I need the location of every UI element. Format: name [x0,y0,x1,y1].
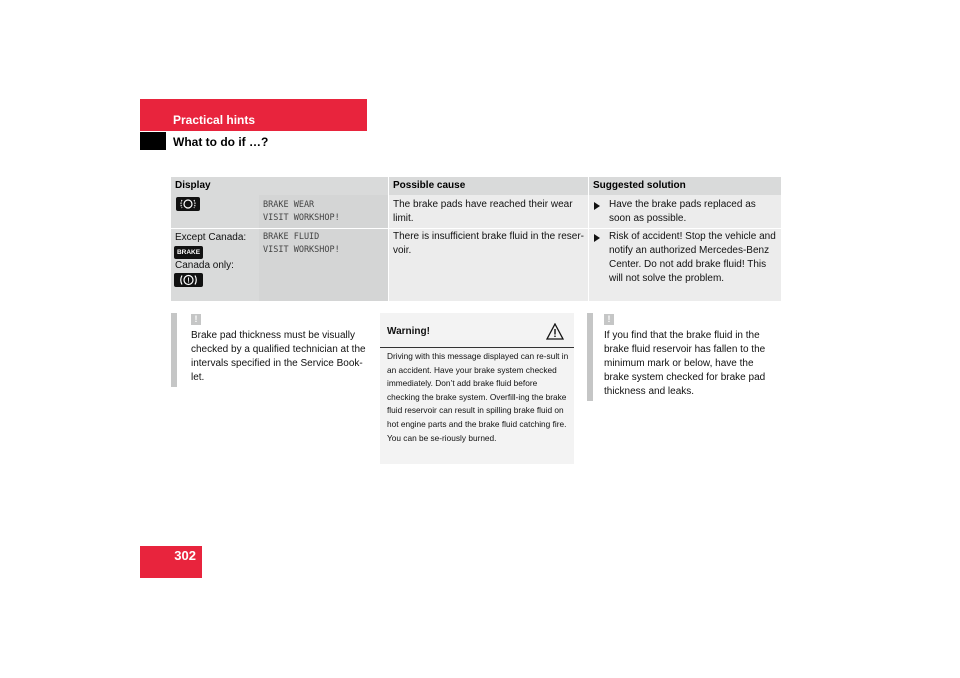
bullet-arrow-icon [594,234,600,242]
warning-text: Driving with this message displayed can re-sult in an accident. Have your brake system checked immediately. Don’t add brake fluid before checking the brake system. Overfill-ing the brake fluid reservoir can result in spilling brake fluid on hot engine parts and the brake fluid catching fire. You can be se-riously burned. [387,351,569,443]
suggested-solution: Have the brake pads replaced as soon as possible. [609,199,756,224]
brake-circle-icon [174,273,203,287]
header-display: Display [175,180,211,191]
warning-box [380,313,574,464]
svg-text:!: ! [187,277,190,285]
note-icon: ! [191,314,201,325]
header-possible-cause: Possible cause [393,180,466,191]
section-title: Practical hints [173,113,256,127]
note-right-text: If you find that the brake fluid in the brake fluid reservoir has fallen to the minimum mark or below, have the brake system checked for brake pad thickness and leaks. [604,330,766,397]
warning-divider [380,347,574,348]
message-line-2: VISIT WORKSHOP! [263,213,340,223]
warning-triangle-icon [546,323,564,340]
possible-cause: The brake pads have reached their wear limit. [393,199,573,224]
label-except-canada: Except Canada: [175,232,247,243]
suggested-solution: Risk of accident! Stop the vehicle and notify an authorized Mercedes-Benz Center. Do not add brake fluid! This will not solve the problem. [609,231,776,284]
row-divider [171,228,781,229]
message-line-1: BRAKE WEAR [263,200,315,210]
note-icon: ! [604,314,614,325]
possible-cause: There is insufficient brake fluid in the reser-voir. [393,231,585,256]
message-line-2: VISIT WORKSHOP! [263,245,340,255]
label-canada-only: Canada only: [175,260,234,271]
section-header [140,99,367,131]
page-number: 302 [174,548,196,563]
warning-title: Warning! [387,326,430,337]
bullet-arrow-icon [594,202,600,210]
header-marker [140,132,166,150]
page-number-box [140,546,202,578]
header-suggested-solution: Suggested solution [593,180,686,191]
page-subtitle: What to do if …? [173,135,269,149]
info-table [171,177,781,301]
note-left-text: Brake pad thickness must be visually checked by a qualified technician at the intervals specified in the Service Book-let. [191,330,366,383]
brake-wear-icon [176,197,200,211]
note-bar-right [587,313,593,401]
message-line-1: BRAKE FLUID [263,232,320,242]
brake-warning-icon: BRAKE [174,246,203,259]
note-bar-left [171,313,177,387]
